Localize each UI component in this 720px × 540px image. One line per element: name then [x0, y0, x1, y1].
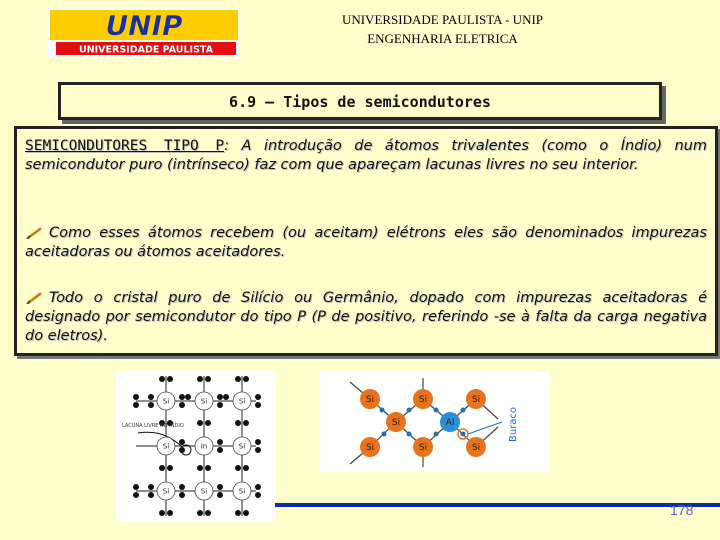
pencil-icon	[25, 227, 43, 239]
page-number: 178	[670, 502, 694, 518]
pencil-icon	[25, 292, 43, 304]
type-p-heading: SEMICONDUTORES TIPO P	[25, 138, 225, 154]
atom-si: Si	[200, 487, 208, 496]
atom-si: Si	[418, 443, 428, 453]
header-course: ENGENHARIA ELETRICA	[367, 31, 518, 46]
content-box	[14, 126, 718, 356]
atom-si: Si	[162, 397, 170, 406]
page-header	[250, 10, 635, 48]
paragraph-crystal	[25, 289, 707, 346]
title-box	[58, 82, 662, 120]
atom-si: Si	[391, 418, 401, 428]
hole-label: Buraco	[508, 406, 519, 442]
atom-si: Si	[200, 397, 208, 406]
type-p-text: : A introdução de átomos trivalentes (como o Índio) num semicondutor puro (intrínseco) faz com que apareçam lacunas livres no seu interior.	[25, 138, 707, 173]
header-university: UNIVERSIDADE PAULISTA - UNIP	[341, 12, 544, 27]
logo-brand-text: UNIP	[105, 9, 183, 42]
lattice-diagram-indium	[116, 371, 276, 521]
hole-label: LACUNA LIVRE NO ÍNDIO	[122, 423, 184, 429]
paragraph-acceptors	[25, 224, 707, 262]
atom-si: Si	[365, 443, 375, 453]
unip-logo	[48, 8, 240, 58]
acceptors-text: Como esses átomos recebem (ou aceitam) elétrons eles são denominados impurezas aceitadoras ou átomos aceitadores.	[25, 225, 707, 260]
atom-si: Si	[365, 395, 375, 405]
logo-subtitle-text: UNIVERSIDADE PAULISTA	[78, 44, 214, 56]
atom-si: Si	[162, 487, 170, 496]
atom-al: Al	[445, 418, 455, 428]
atom-si: Si	[418, 395, 428, 405]
lattice-diagram-aluminum	[320, 372, 550, 472]
paragraph-type-p	[25, 137, 707, 175]
footer-line	[275, 503, 720, 507]
atom-si: Si	[471, 395, 481, 405]
atom-si: Si	[162, 442, 170, 451]
atom-si: Si	[238, 487, 246, 496]
atom-in: In	[200, 442, 208, 451]
slide-title: 6.9 – Tipos de semicondutores	[229, 93, 491, 111]
crystal-text: Todo o cristal puro de Silício ou Germânio, dopado com impurezas aceitadoras é designado por semicondutor do tipo P (P de positivo, referindo -se à falta da carga negativa do eletros).	[25, 290, 707, 344]
atom-si: Si	[471, 443, 481, 453]
atom-si: Si	[238, 442, 246, 451]
atom-si: Si	[238, 397, 246, 406]
